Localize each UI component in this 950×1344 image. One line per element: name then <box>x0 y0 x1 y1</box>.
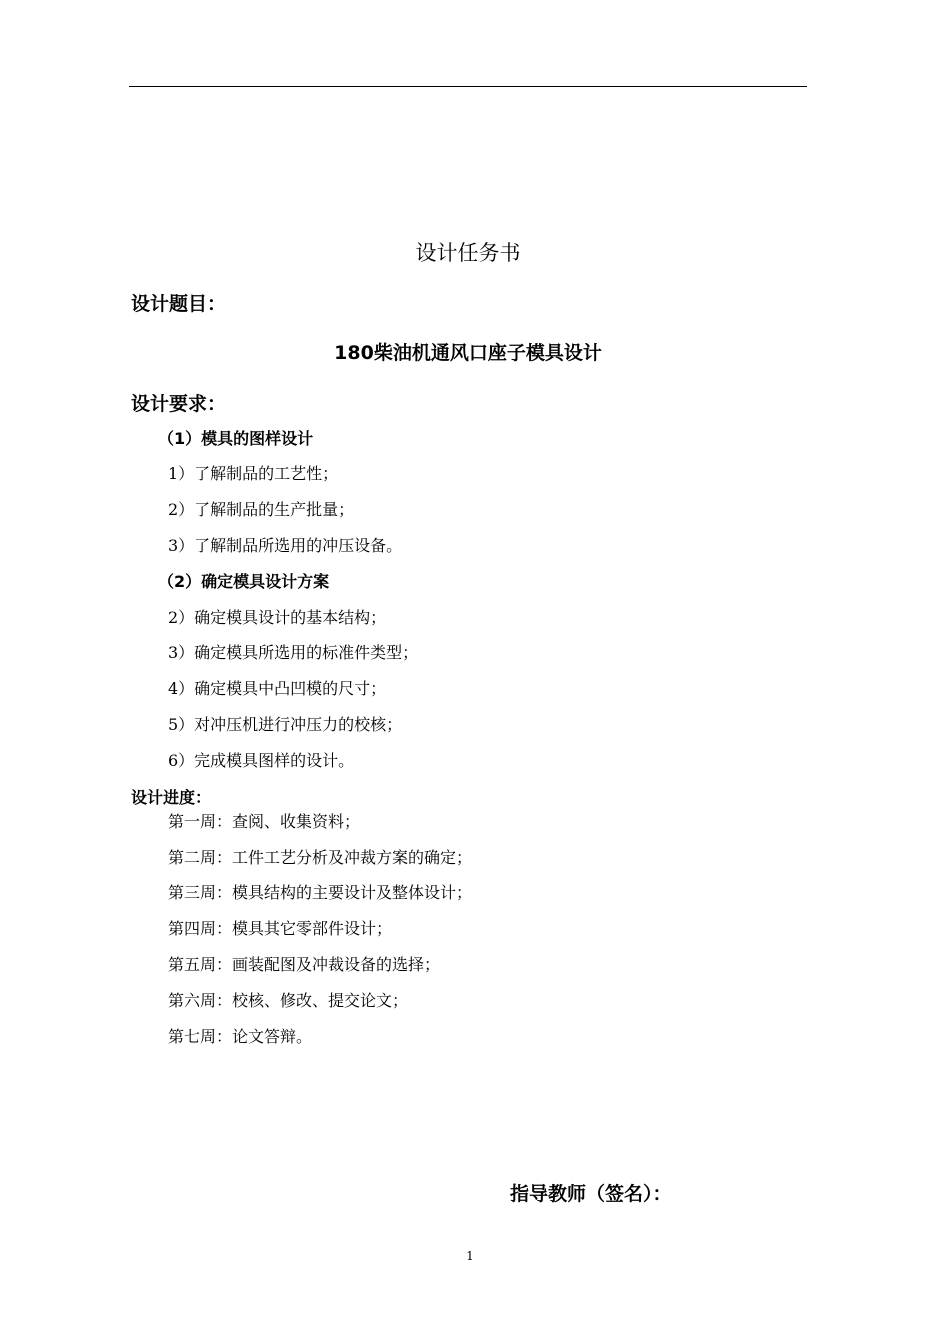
progress-item: 第三周：模具结构的主要设计及整体设计； <box>168 883 473 902</box>
topic-heading: 设计题目： <box>131 293 227 315</box>
header-rule <box>129 86 807 87</box>
progress-item: 第四周：模具其它零部件设计； <box>168 919 393 938</box>
page-number: 1 <box>466 1249 474 1263</box>
requirement-item: 2）确定模具设计的基本结构； <box>168 608 387 627</box>
requirement-item: 6）完成模具图样的设计。 <box>168 751 355 770</box>
progress-item: 第七周：论文答辩。 <box>168 1027 313 1046</box>
design-topic: 180柴油机通风口座子模具设计 <box>334 342 602 364</box>
document-title: 设计任务书 <box>415 241 521 265</box>
progress-heading: 设计进度： <box>131 788 212 807</box>
requirement-item: 2）了解制品的生产批量； <box>168 500 355 519</box>
requirement-item: 3）确定模具所选用的标准件类型； <box>168 643 419 662</box>
progress-item: 第五周：画装配图及冲裁设备的选择； <box>168 955 441 974</box>
requirement-item: 4）确定模具中凸凹模的尺寸； <box>168 679 387 698</box>
requirement-item: 5）对冲压机进行冲压力的校核； <box>168 715 403 734</box>
requirements-heading: 设计要求： <box>131 393 227 415</box>
requirement-group-heading: （1）模具的图样设计 <box>158 429 314 448</box>
requirement-item: 1）了解制品的工艺性； <box>168 464 339 483</box>
requirement-group-heading: （2）确定模具设计方案 <box>158 572 330 591</box>
progress-item: 第二周：工件工艺分析及冲裁方案的确定； <box>168 848 473 867</box>
progress-item: 第六周：校核、修改、提交论文； <box>168 991 409 1010</box>
progress-item: 第一周：查阅、收集资料； <box>168 812 361 831</box>
advisor-signature-label: 指导教师（签名）： <box>510 1183 672 1205</box>
requirement-item: 3）了解制品所选用的冲压设备。 <box>168 536 403 555</box>
